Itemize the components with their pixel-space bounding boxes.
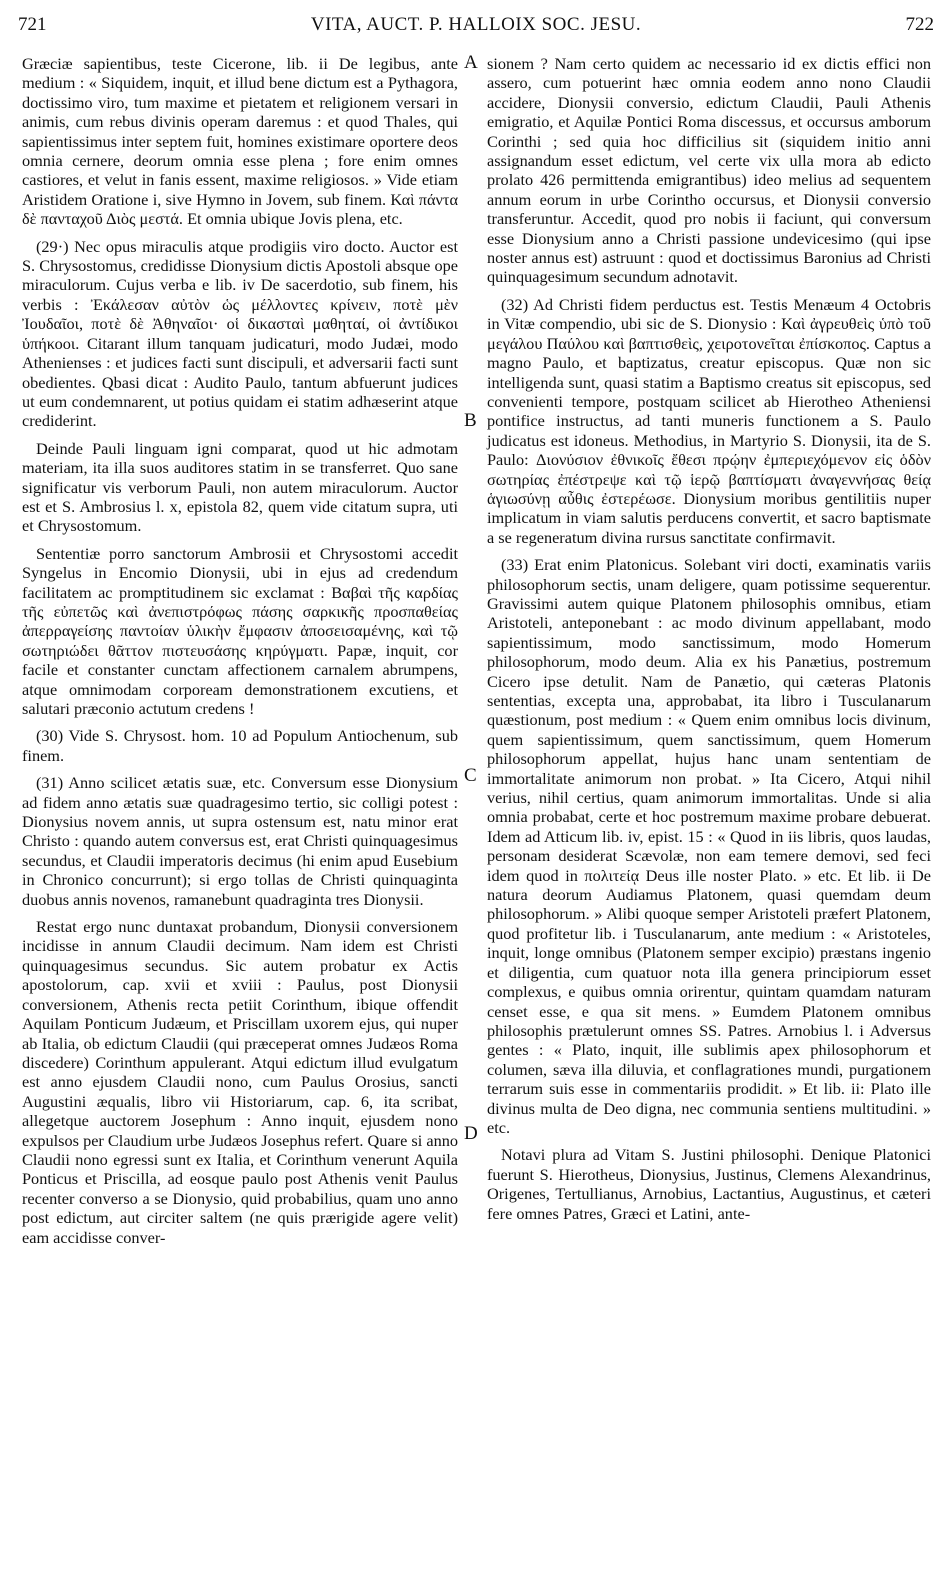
paragraph: Notavi plura ad Vitam S. Justini philosophi. Denique Platonici fuerunt S. Hierotheus, Dionysius, Justinus, Clemens Alexandrinus, Origenes, Tertullianus, Arnobius, Lactantius, Augustinus, et cæteri fere omnes Patres, Græci et Latini, ante- [487, 1145, 931, 1223]
page-number-right: 722 [905, 14, 934, 35]
paragraph: (31) Anno scilicet ætatis suæ, etc. Conversum esse Dionysium ad fidem anno ætatis suæ quadragesimo tertio, sic colligi potest : Dionysius novem annis, ut supra ostensum est, natu minor erat Christo : quando autem conversus est, erat Christi quinquagesimus secundus, et Claudii imperatoris decimus (hi enim apud Eusebium in Chronico concurrunt); si ergo tollas de Christi quinquaginta duobus annis novenos, ramanebunt quadraginta tres Dionysii. [22, 773, 458, 909]
paragraph: sionem ? Nam certo quidem ac necessario id ex dictis effici non assero, cum potuerint hæc omnia eodem anno nono Claudii accidere, Dionysii conversio, edictum Claudii, Pauli Athenis emigratio, et Aquilæ Pontici Roma discessus, et occursus amborum Corinthi ; sed quia hoc difficilius sit (siquidem initio anni assignandum esset edictum, vel certe vix ulla mora ab edicto prolato 426 permittenda emigrantibus) ideo melius ad sequentem annum eorum in urbe Corintho occursus, et Dionysii conversio transferuntur. Accedit, quod pro nobis ii faciunt, qui conversum esse Dionysium anno a Christi passione undevicesimo (qui ipse noster annus est) astruunt : quod et doctissimus Baronius ad Christi quinquagesimum secundum adnotavit. [487, 54, 931, 287]
margin-letter-d: D [464, 1123, 478, 1144]
paragraph: Deinde Pauli linguam igni comparat, quod ut hic admotam materiam, ita illa suos auditores statim in se transferret. Quo sane significatur vis verborum Pauli, non autem miraculorum. Auctor est et S. Ambrosius l. x, epistola 82, quem vide citatum supra, uti et Chrysostomum. [22, 438, 458, 536]
right-column [487, 54, 931, 1231]
paragraph: (29·) Nec opus miraculis atque prodigiis viro docto. Auctor est S. Chrysostomus, credidisse Dionysium dictis Apostoli absque ope miraculorum. Cujus verba e lib. iv De sacerdotio, sub finem, his verbis : Ἐκάλεσαν αὐτὸν ὡς μέλλοντες κρίνειν, ποτὲ μὲν Ἰουδαῖοι, ποτὲ δὲ Ἀθηναῖοι· οἱ δικασταὶ μαθηταί, οἱ ἀντίδικοι ὑπήκοοι. Citarant illum tanquam judicaturi, modo Judæi, modo Athenienses : et judices facti sunt discipuli, et adversarii facti sunt obedientes. Qbasi dicat : Audito Paulo, tantum abfuerunt judices ut eum condemnarent, ut potius quidam ei statim adhæserint atque crediderint. [22, 236, 458, 431]
left-column [22, 54, 458, 1255]
paragraph: (30) Vide S. Chrysost. hom. 10 ad Populum Antiochenum, sub finem. [22, 726, 458, 765]
margin-letter-b: B [464, 410, 477, 431]
paragraph: Græciæ sapientibus, teste Cicerone, lib. ii De legibus, ante medium : « Siquidem, inquit, et illud bene dictum est a Pythagora, doctissimo viro, tum maxime et pietatem et religionem versari in animis, cum rebus divinis operam daremus : et quod Thales, qui sapientissimus inter septem fuit, homines existimare oportere deos omnia cernere, deorum omnia esse plena ; fore enim omnes castiores, et velut in fanis essent, maxime religiosos. » Vide etiam Aristidem Oratione i, sive Hymno in Jovem, sub finem. Καὶ πάντα δὲ πανταχοῦ Διὸς μεστά. Et omnia ubique Jovis plena, etc. [22, 54, 458, 229]
paragraph: Sententiæ porro sanctorum Ambrosii et Chrysostomi accedit Syngelus in Encomio Dionysii, ubi in ejus ad credendum facilitatem ac promptitudinem sic exclamat : Βαβαὶ τῆς καρδίας τῆς εὐπετῶς καὶ ἀνεπιστρόφως πάσης σαρκικῆς προσπαθείας ἀπερραγείσης παντοίαν ὑλικὴν ἔμφασιν ἀποσεισαμένης, καὶ τῷ σωτηριώδει θᾶττον πιστευσάσης κηρύγματι. Papæ, inquit, cor facile et constanter cunctam affectionem carnalem abrumpens, atque omnimodam corpoream demonstrationem excutiens, et salutari præconio actutum credens ! [22, 543, 458, 718]
paragraph: Restat ergo nunc duntaxat probandum, Dionysii conversionem incidisse in annum Claudii decimum. Nam idem est Christi quinquagesimus secundus. Sic autem probatur ex Actis apostolorum, cap. xvii et xviii : Paulus, post Dionysii conversionem, Athenis recta petiit Corinthum, ibique offendit Aquilam Ponticum Judæum, et Priscillam uxorem ejus, qui nuper ab Italia, ob edictum Claudii (qui præceperat omnes Judæos Roma discedere) Corinthum appulerant. Atqui edictum illud evulgatum est anno ejusdem Claudii nono, cum Paulus Orosius, sancti Augustini æqualis, libro vii Historiarum, cap. 6, ita scribat, allegetque auctorem Josephum : Anno inquit, ejusdem nono expulsos per Claudium urbe Judæos Josephus refert. Quare si anno Claudii nono egressi sunt ex Italia, et Corinthum venerunt Aquila Ponticus et Priscilla, ad eosque paulo post Athenis venit Paulus recenter converso a se Dionysio, quid probabilius, quam uno anno post edictum, aut circiter saltem (ne quis prærigide agere velit) eam accidisse conver- [22, 917, 458, 1247]
running-title: VITA, AUCT. P. HALLOIX SOC. JESU. [310, 14, 642, 35]
margin-letter-a: A [464, 52, 478, 73]
paragraph: (32) Ad Christi fidem perductus est. Testis Menæum 4 Octobris in Vitæ compendio, ubi sic de S. Dionysio : Καὶ ἀγρευθεὶς ὑπὸ τοῦ μεγάλου Παύλου καὶ βαπτισθεὶς, χειροτονεῖται ἐπίσκοπος. Captus a magno Paulo, et baptizatus, creatur episcopus. Quæ non sic intelligenda sunt, quasi statim a Baptismo creatus sit episcopus, sed convenienti tempore, postquam scilicet ab Hierotheo Atheniensi pontifice instructus, ad tanti muneris functionem a S. Paulo judicatus est idoneus. Methodius, in Martyrio S. Dionysii, ita de S. Paulo: Διονύσιον ἐθνικοῖς ἔθεσι πρῴην ἐμπεριεχόμενον εἰς ὁδὸν σωτηρίας ἐπέστρεψε καὶ τῷ ἱερῷ βαπτίσματι ἀναγεννήσας θείᾳ ἁγιωσύνῃ αὖθις ἐστερέωσε. Dionysium moribus gentilitiis nuper implicatum in viam salutis perducens convertit, et sacro baptismate a se regeneratum divina rursus sanctitate confirmavit. [487, 294, 931, 547]
margin-letter-c: C [464, 765, 477, 786]
paragraph: (33) Erat enim Platonicus. Solebant viri docti, examinatis variis philosophorum sectis, unam deligere, quam potissime sequerentur. Gravissimi autem quique Platonem philosophis omnibus, etiam Aristoteli, anteponebant : ac modo divinum appellabant, modo sapientissimum, modo sanctissimum, modo Homerum philosophorum, modo deum. Alia ex his Panætius, postremum Cicero ipse detulit. Nam de Panætio, qui cæteras Platonis sententias, excepta una, approbabat, ita libro i Tusculanarum quæstionum, post medium : « Quem enim omnibus locis divinum, quem sapientissimum, quem sanctissimum, quem Homerum philosophorum appellat, hujus hanc unam sententiam de immortalitate animorum non probat. » Ita Cicero, Atqui nihil verius, nihil certius, quam animorum immortalitas. Unde si alia omnia probabat, certe et hoc postremum maxime probare debuerat. Idem ad Atticum lib. iv, epist. 15 : « Quod in iis libris, quos laudas, personam desiderat Scævolæ, non eam temere demovi, sed feci idem quod in πολιτείᾳ Deus ille noster Plato. » etc. Et lib. ii De natura deorum Audiamus Platonem, quasi quemdam deum philosophorum. » Alibi quoque semper Aristoteli præfert Platonem, quod profitetur lib. i Tusculanarum, ante medium : « Aristoteles, inquit, longe omnibus (Platonem semper excipio) præstans ingenio et diligentia, cum quatuor nota illa genera principiorum esset complexus, e quibus omnia orirentur, quintam quamdam naturam censet esse, e qua sit mens. » Eumdem Platonem omnibus philosophis prætulerunt omnes SS. Patres. Arnobius l. i Adversus gentes : « Plato, inquit, ille sublimis apex philosophorum et columen, sæva illa diluvia, et conflagrationes mundi, purgationem terrarum suis esse in commentariis prodidit. » Et lib. ii: Plato ille divinus multa de Deo digna, nec communia sentiens multitudini. » etc. [487, 555, 931, 1137]
page-header [18, 10, 934, 38]
page-number-left: 721 [18, 14, 47, 35]
